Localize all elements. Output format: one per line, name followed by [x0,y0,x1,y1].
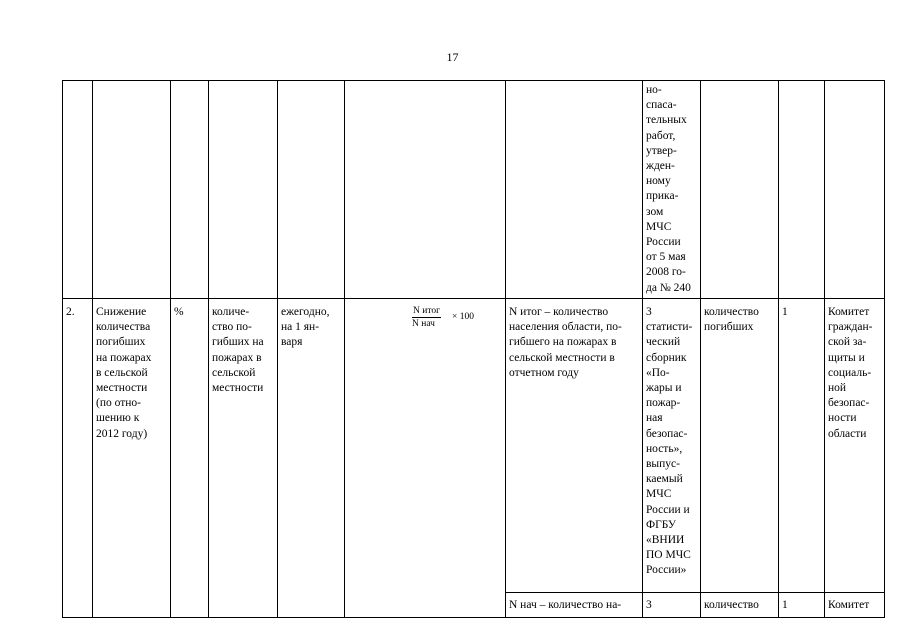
description-cell: N итог – количество населения области, по- гибшего на пожарах в сельской местности в отчетном году [509,306,622,379]
formula-denominator: N нач [412,319,435,329]
collection-method-cell-next: 3 [646,599,652,611]
collection-method-cell: 3 статисти- ческий сборник «По- жары и пожар- ная безопас- ность», выпус- каемый МЧС России и ФГБУ «ВНИИ ПО МЧС России» [646,306,693,577]
indicator-name: Снижение количества погибших на пожарах в сельской местности (по отно- шению к 2012 году) [96,306,152,440]
coverage-cell-next: 1 [782,599,788,611]
definition-cell: количе- ство по- гибших на пожарах в сельской местности [212,306,264,395]
object-cell: количество погибших [704,306,759,334]
page-number: 17 [446,50,459,64]
formula-numerator: N итог [413,306,440,316]
periodicity-cell: ежегодно, на 1 ян- варя [281,306,330,349]
formula-multiplier: × 100 [452,312,474,322]
responsible-cell-next: Комитет [828,599,870,611]
row-number: 2. [66,306,75,318]
formula [412,306,474,329]
continuation-source-cell: но- спаса- тельных работ, утвер- жден- ному прика- зом МЧС России от 5 мая 2008 го- да № 240 [646,84,691,294]
description-cell-next: N нач – количество на- [509,599,622,611]
object-cell-next: количество [704,599,759,611]
coverage-cell: 1 [782,306,788,318]
responsible-cell: Комитет граждан- ской за- щиты и социаль- ной безопас- ности области [828,306,873,440]
unit-cell: % [174,306,184,318]
